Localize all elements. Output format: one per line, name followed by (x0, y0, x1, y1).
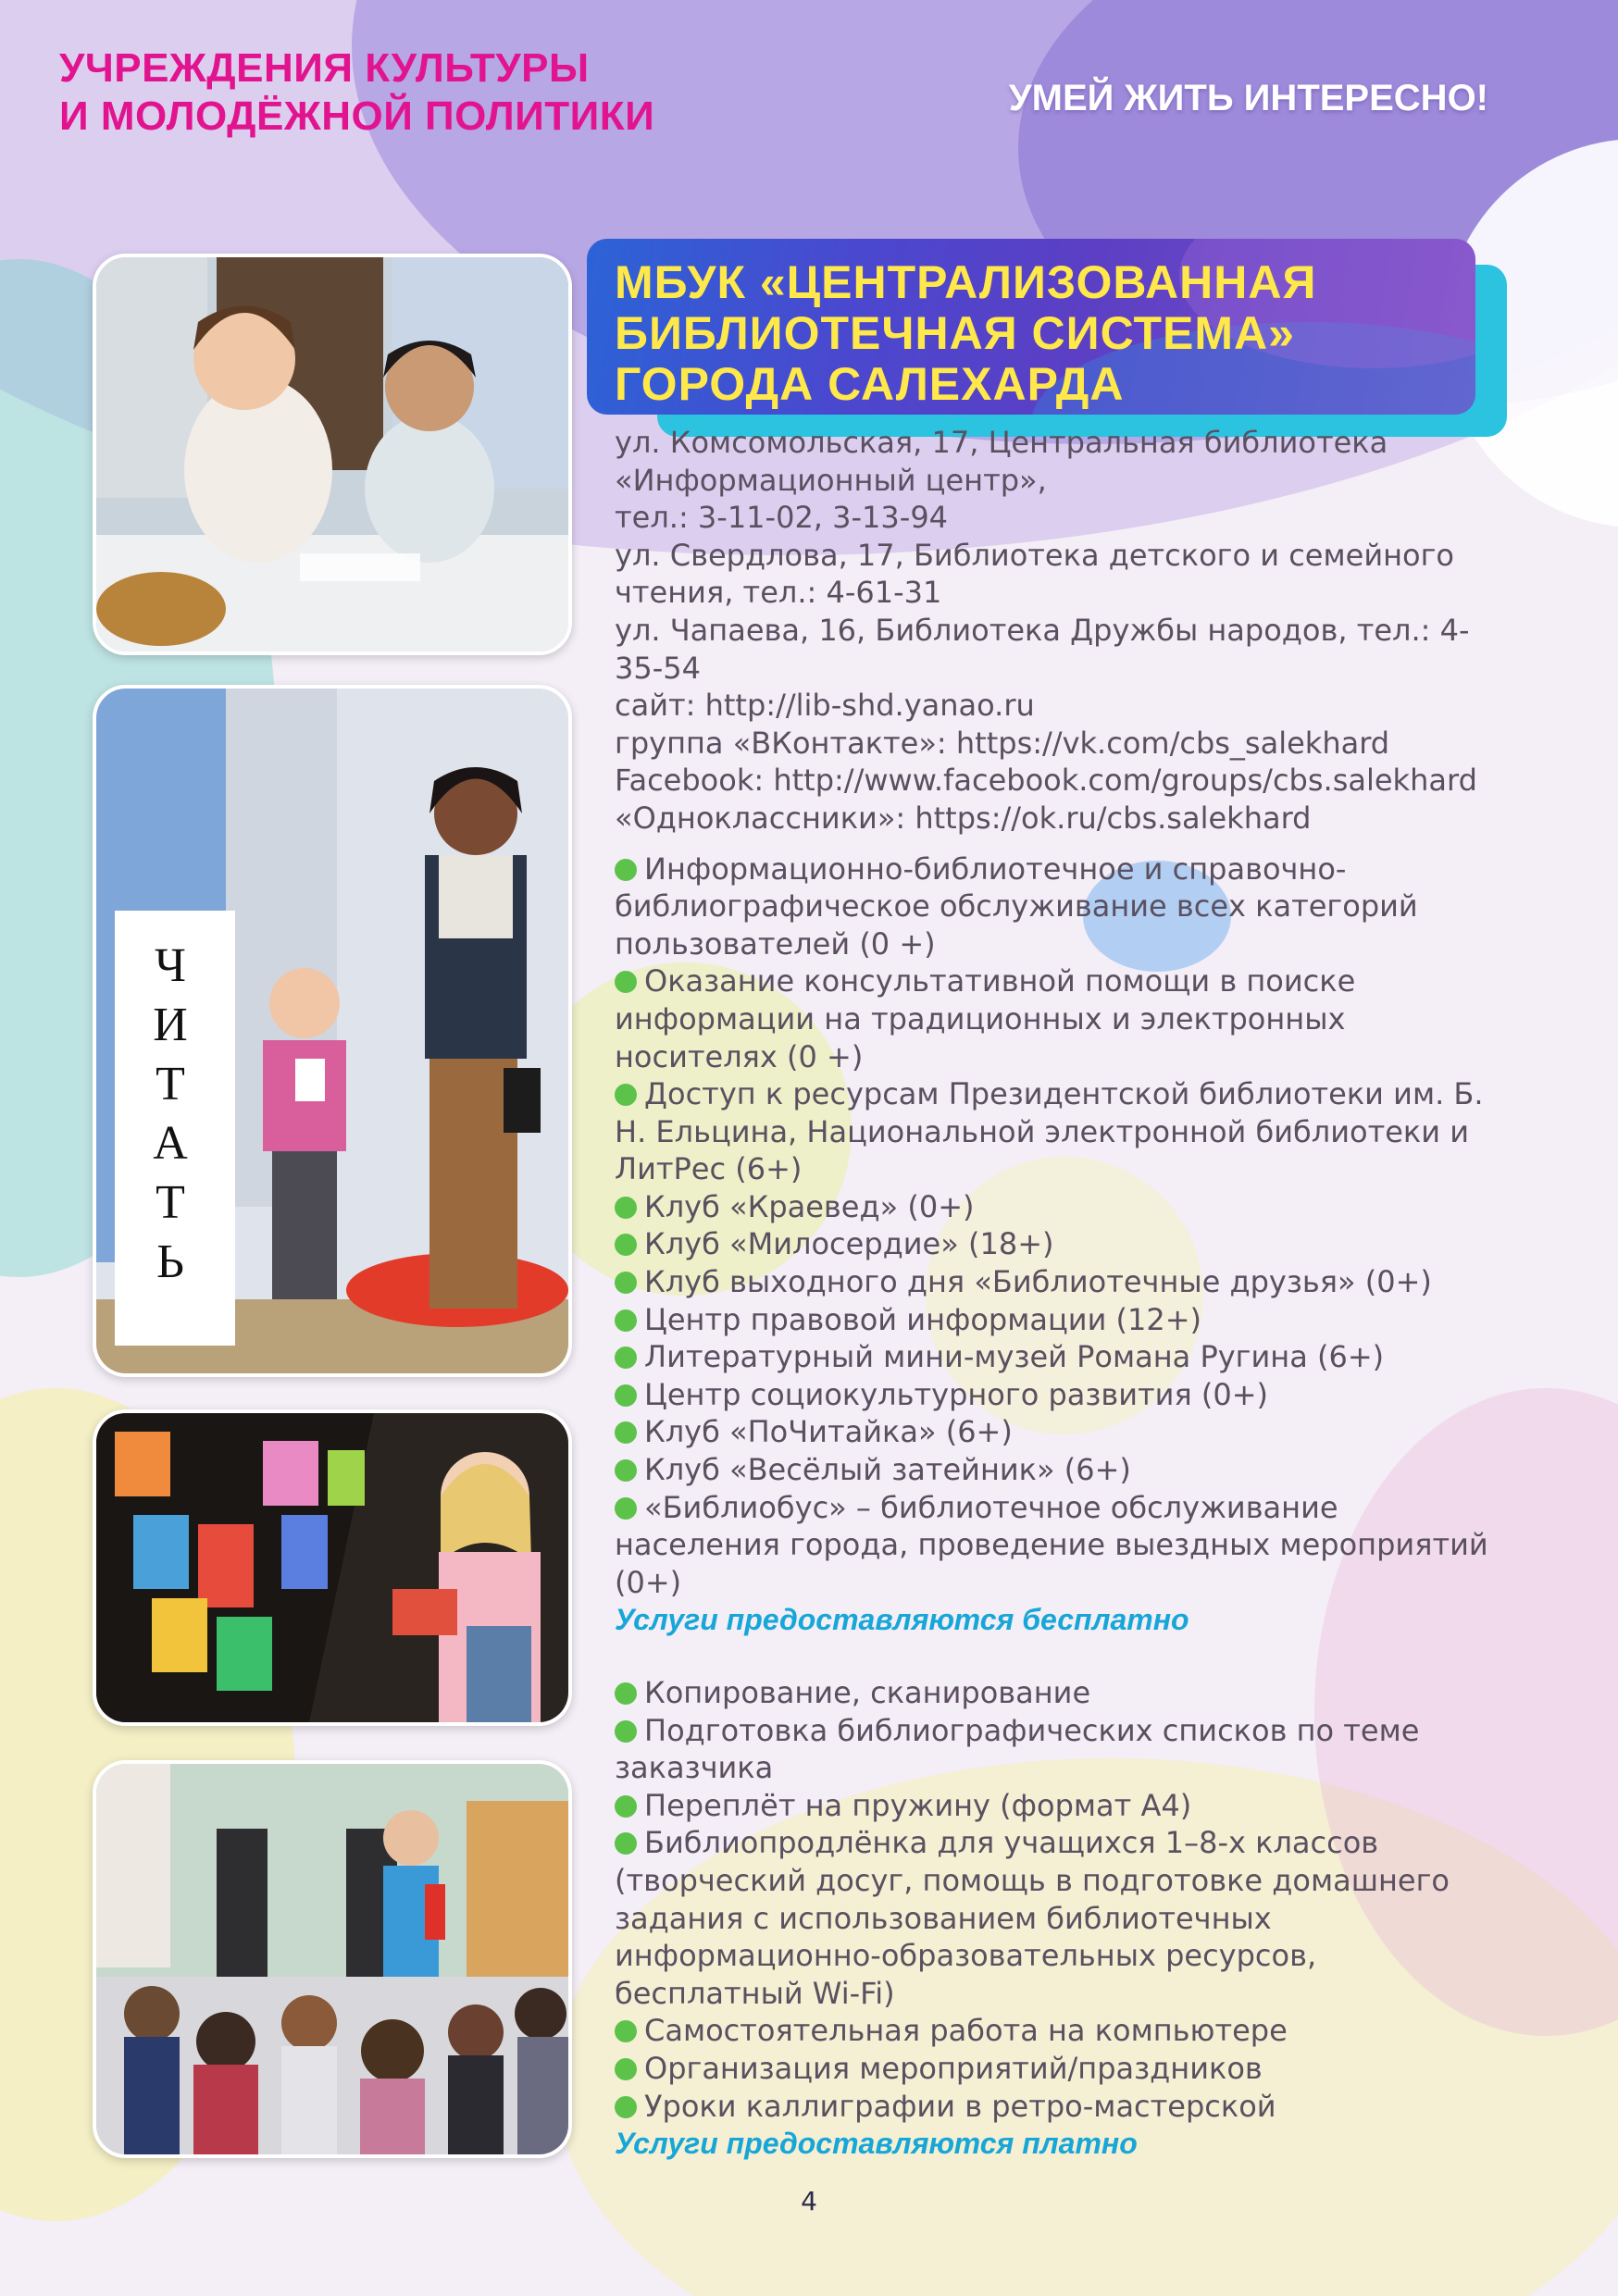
bullet-icon (615, 1234, 637, 1256)
phones-central: тел.: 3-11-02, 3-13-94 (615, 500, 949, 536)
bullet-icon (615, 1197, 637, 1219)
service-text: Уроки каллиграфии в ретро-мастерской (644, 2088, 1276, 2124)
service-text: «Библиобус» – библиотечное обслуживание населения города, проведение выездных мероприятий (0+) (615, 1489, 1488, 1600)
vk-link[interactable]: группа «ВКонтакте»: https://vk.com/cbs_salekhard (615, 725, 1390, 761)
bullet-icon (615, 1347, 637, 1369)
service-text: Библиопродлёнка для учащихся 1–8-х классов (творческий досуг, помощь в подготовке домашнего задания с использованием библиотечных информационно-образовательных ресурсов, бесплатный Wi-Fi) (615, 1825, 1450, 2011)
bullet-icon (615, 2058, 637, 2080)
service-text: Клуб выходного дня «Библиотечные друзья» (0+) (644, 1264, 1432, 1300)
list-item (615, 1674, 1503, 1712)
slogan: УМЕЙ ЖИТЬ ИНТЕРЕСНО! (1008, 78, 1488, 118)
list-item (615, 1376, 1503, 1414)
title-banner (587, 239, 1475, 415)
service-text: Самостоятельная работа на компьютере (644, 2013, 1288, 2049)
sign-letter: И (153, 999, 188, 1051)
sign-letter: Т (156, 1176, 185, 1229)
photo-children-event (93, 1760, 572, 2158)
bullet-icon (615, 1272, 637, 1294)
sign-letter: Т (156, 1058, 185, 1111)
free-services-note: Услуги предоставляются бесплатно (615, 1603, 1189, 1637)
list-item (615, 1263, 1503, 1301)
bullet-icon (615, 1795, 637, 1818)
service-text: Клуб «Милосердие» (18+) (644, 1226, 1054, 1262)
list-item (615, 1712, 1503, 1787)
contact-block (615, 424, 1503, 838)
bullet-icon (615, 2096, 637, 2118)
list-item (615, 1824, 1503, 2012)
bullet-icon (615, 1421, 637, 1444)
list-item (615, 1413, 1503, 1451)
list-item (615, 2050, 1503, 2088)
photo-bookshelf (93, 1409, 572, 1726)
organization-title (615, 257, 1316, 410)
title-line1: МБУК «ЦЕНТРАЛИЗОВАННАЯ (615, 256, 1317, 308)
address-friendship: ул. Чапаева, 16, Библиотека Дружбы народов, тел.: 4-35-54 (615, 612, 1470, 686)
photo-pushkin-cutout (93, 685, 572, 1377)
list-item (615, 2012, 1503, 2050)
bullet-icon (615, 1309, 637, 1332)
bullet-icon (615, 2020, 637, 2042)
bullet-icon (615, 1682, 637, 1705)
sign-letter: А (153, 1117, 188, 1170)
website-link[interactable]: сайт: http://lib-shd.yanao.ru (615, 688, 1035, 724)
list-item (615, 1301, 1503, 1339)
list-item (615, 1787, 1503, 1825)
list-item (615, 1188, 1503, 1226)
service-text: Клуб «Весёлый затейник» (6+) (644, 1452, 1131, 1488)
bullet-icon (615, 1497, 637, 1520)
service-text: Центр социокультурного развития (0+) (644, 1376, 1269, 1412)
bullet-icon (615, 1084, 637, 1106)
paid-services-note: Услуги предоставляются платно (615, 2127, 1138, 2161)
library-info (615, 424, 1503, 2163)
sign-letter: Ч (155, 939, 186, 992)
facebook-link[interactable]: Facebook: http://www.facebook.com/groups/cbs.salekhard (615, 763, 1477, 799)
service-text: Центр правовой информации (12+) (644, 1301, 1202, 1337)
list-item (615, 1338, 1503, 1376)
title-line3: ГОРОДА САЛЕХАРДА (615, 358, 1125, 410)
service-text: Информационно-библиотечное и справочно-библиографическое обслуживание всех категорий пользователей (0 +) (615, 850, 1418, 962)
bullet-icon (615, 1832, 637, 1855)
service-text: Литературный мини-музей Романа Ругина (6+) (644, 1339, 1385, 1375)
bullet-icon (615, 1720, 637, 1743)
sign-letter: Ь (156, 1235, 184, 1288)
service-text: Клуб «Краевед» (0+) (644, 1188, 975, 1224)
bullet-icon (615, 971, 637, 993)
section-title (59, 44, 654, 141)
list-item (615, 962, 1503, 1075)
service-text: Оказание консультативной помощи в поиске информации на традиционных и электронных носителях (0 +) (615, 963, 1356, 1074)
bullet-icon (615, 1459, 637, 1482)
service-text: Клуб «ПоЧитайка» (6+) (644, 1414, 1013, 1450)
service-text: Подготовка библиографических списков по теме заказчика (615, 1712, 1420, 1786)
bullet-icon (615, 1384, 637, 1407)
title-line2: БИБЛИОТЕЧНАЯ СИСТЕМА» (615, 307, 1295, 359)
service-text: Доступ к ресурсам Президентской библиотеки им. Б. Н. Ельцина, Национальной электронной библиотеки и ЛитРес (6+) (615, 1076, 1484, 1187)
service-text: Переплёт на пружину (формат А4) (644, 1787, 1192, 1823)
list-item (615, 1489, 1503, 1602)
section-title-line1: УЧРЕЖДЕНИЯ КУЛЬТУРЫ (59, 45, 590, 91)
chitat-sign (124, 937, 217, 1292)
paid-services-list (615, 1674, 1503, 2125)
list-item (615, 2088, 1503, 2126)
list-item (615, 850, 1503, 963)
list-item (615, 1451, 1503, 1489)
list-item (615, 1075, 1503, 1188)
address-central: ул. Комсомольская, 17, Центральная библиотека «Информационный центр», (615, 425, 1388, 498)
free-services-list (615, 850, 1503, 1602)
service-text: Организация мероприятий/праздников (644, 2050, 1263, 2086)
address-children: ул. Свердлова, 17, Библиотека детского и семейного чтения, тел.: 4-61-31 (615, 537, 1454, 611)
odnoklassniki-link[interactable]: «Одноклассники»: https://ok.ru/cbs.salekhard (615, 800, 1312, 836)
list-item (615, 1225, 1503, 1263)
bullet-icon (615, 859, 637, 881)
section-title-line2: И МОЛОДЁЖНОЙ ПОЛИТИКИ (59, 93, 655, 139)
photo-children-drawing (93, 254, 572, 655)
page-number: 4 (801, 2186, 817, 2216)
service-text: Копирование, сканирование (644, 1675, 1091, 1710)
